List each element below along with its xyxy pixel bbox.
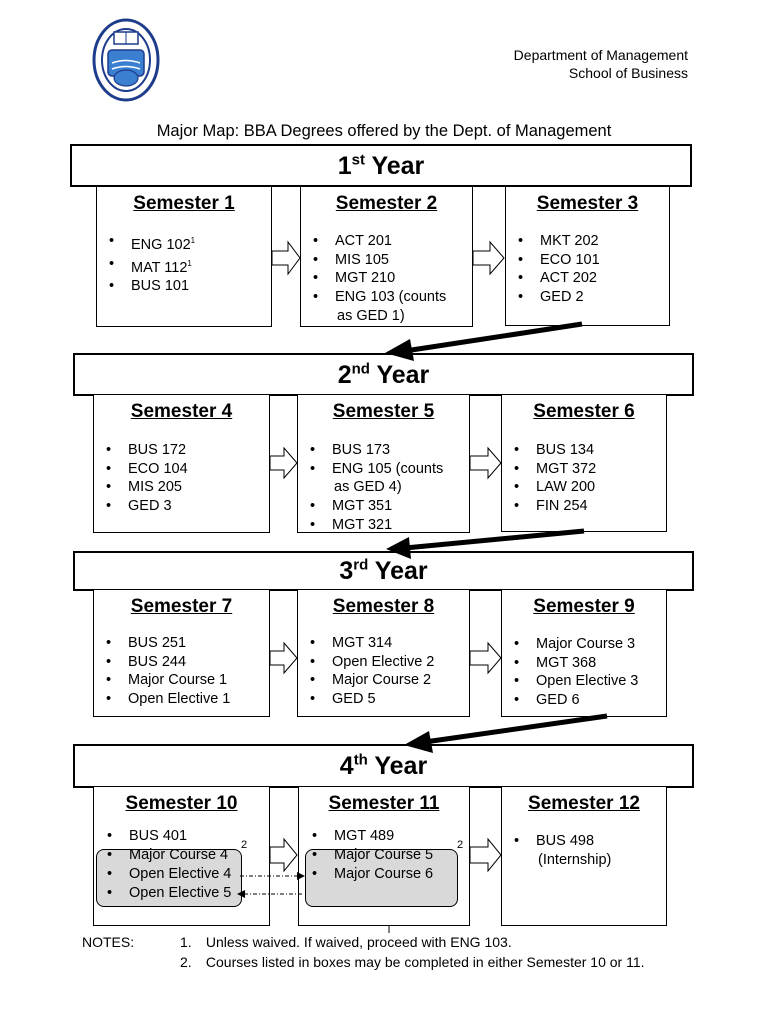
footnote-marker: 1	[187, 258, 192, 268]
arrowhead-icon	[385, 339, 414, 361]
course-item: • Major Course 6	[312, 866, 434, 882]
semester-title: Semester 5	[332, 401, 435, 422]
course-item: • Open Elective 3	[536, 672, 666, 691]
semester-title: Semester 8	[332, 596, 435, 617]
course-item: • Major Course 3	[536, 635, 666, 654]
course-item: • ECO 104	[128, 460, 269, 479]
course-item: • BUS 498	[536, 832, 666, 851]
footnote-marker: 1	[190, 236, 196, 245]
right-arrow-icon	[270, 839, 297, 871]
year-4-heading: 4th Year	[73, 744, 694, 788]
arrowhead-icon	[297, 872, 305, 880]
course-item: • Open Elective 5	[107, 885, 232, 901]
course-item: • ACT 202	[540, 269, 669, 288]
course-item-continuation: (Internship)	[538, 851, 612, 868]
course-item: • GED 3	[128, 497, 269, 516]
right-arrow-icon	[270, 643, 297, 673]
department-name: Department of Management	[513, 47, 688, 63]
semester-title: Semester 1	[133, 193, 235, 214]
major-map-title: Major Map: BBA Degrees offered by the Dept. of Management	[156, 122, 612, 140]
course-item: • Open Elective 2	[332, 653, 469, 672]
course-item: • MGT 351	[332, 497, 469, 516]
note-item: 1. Unless waived. If waived, proceed with ENG 103.	[180, 934, 512, 950]
course-item-continuation: as GED 4)	[334, 479, 402, 496]
course-item: • ENG 102$^1$	[131, 232, 271, 255]
course-item: • Major Course 4	[107, 847, 229, 863]
next-year-arrow	[405, 531, 584, 548]
bullet: •	[312, 866, 318, 882]
right-arrow-icon	[470, 643, 501, 673]
box-note-marker: 2	[457, 839, 464, 851]
bullet: •	[107, 885, 113, 901]
notes-label: NOTES:	[82, 934, 135, 950]
course-item: • MGT 489	[312, 828, 395, 844]
course-item: • BUS 401	[107, 828, 188, 844]
course-item: • GED 2	[540, 288, 669, 307]
course-item: • Open Elective 1	[128, 690, 269, 709]
course-item: • LAW 200	[536, 478, 666, 497]
bullet: •	[107, 828, 113, 844]
box-note-marker: 2	[241, 839, 248, 851]
course-item: • MGT 210	[335, 269, 472, 288]
semester-title: Semester 12	[528, 793, 640, 814]
right-arrow-icon	[470, 448, 501, 478]
course-item: • MGT 368	[536, 654, 666, 673]
course-item: • Major Course 5	[312, 847, 434, 863]
course-item: • BUS 101	[131, 277, 271, 296]
course-item: • GED 6	[536, 691, 666, 710]
right-arrow-icon	[270, 448, 297, 478]
course-item: • BUS 134	[536, 441, 666, 460]
course-item: • MGT 372	[536, 460, 666, 479]
right-arrow-icon	[272, 242, 300, 274]
school-name: School of Business	[568, 65, 688, 81]
course-item: • FIN 254	[536, 497, 666, 516]
course-item: • Major Course 1	[128, 671, 269, 690]
semester-title: Semester 9	[533, 596, 635, 617]
course-item: • BUS 172	[128, 441, 269, 460]
year-1-heading: 1st Year	[70, 144, 692, 187]
semester-title: Semester 6	[533, 401, 635, 422]
semester-title: Semester 3	[536, 193, 639, 214]
course-item-continuation: as GED 1)	[337, 307, 405, 324]
bullet: •	[312, 847, 318, 863]
year-3-heading: 3rd Year	[73, 551, 694, 591]
arrowhead-icon	[237, 890, 245, 898]
note-item: 2. Courses listed in boxes may be completed in either Semester 10 or 11.	[180, 953, 645, 970]
arrowhead-icon	[404, 731, 433, 753]
semester-title: Semester 7	[130, 596, 233, 617]
right-arrow-icon	[470, 839, 501, 871]
course-item: • Open Elective 4	[107, 866, 232, 882]
course-item: • BUS 173	[332, 441, 469, 460]
course-item: • ENG 103 (counts	[335, 288, 472, 307]
semester-title: Semester 2	[335, 193, 438, 214]
next-year-arrow	[405, 324, 582, 351]
course-item: • BUS 251	[128, 634, 269, 653]
course-item: • ECO 101	[540, 251, 669, 270]
course-item: • MGT 321	[332, 516, 469, 535]
bullet: •	[312, 828, 318, 844]
semester-title: Semester 4	[130, 401, 233, 422]
course-item: • MIS 205	[128, 478, 269, 497]
course-item: • GED 5	[332, 690, 469, 709]
course-item: • MKT 202	[540, 232, 669, 251]
course-item: • ACT 201	[335, 232, 472, 251]
right-arrow-icon	[473, 242, 504, 274]
year-2-heading: 2nd Year	[73, 353, 694, 396]
semester-title: Semester 10	[125, 793, 238, 814]
semester-title: Semester 11	[328, 793, 440, 814]
next-year-arrow	[425, 716, 607, 742]
course-item: • Major Course 2	[332, 671, 469, 690]
course-item: • MAT 112$^1$	[131, 255, 271, 278]
bullet: •	[107, 866, 113, 882]
course-item: • BUS 244	[128, 653, 269, 672]
course-item: • MIS 105	[335, 251, 472, 270]
bullet: •	[107, 847, 113, 863]
course-item: • MGT 314	[332, 634, 469, 653]
course-item: • ENG 105 (counts	[332, 460, 469, 479]
arrowhead-icon	[386, 537, 411, 559]
